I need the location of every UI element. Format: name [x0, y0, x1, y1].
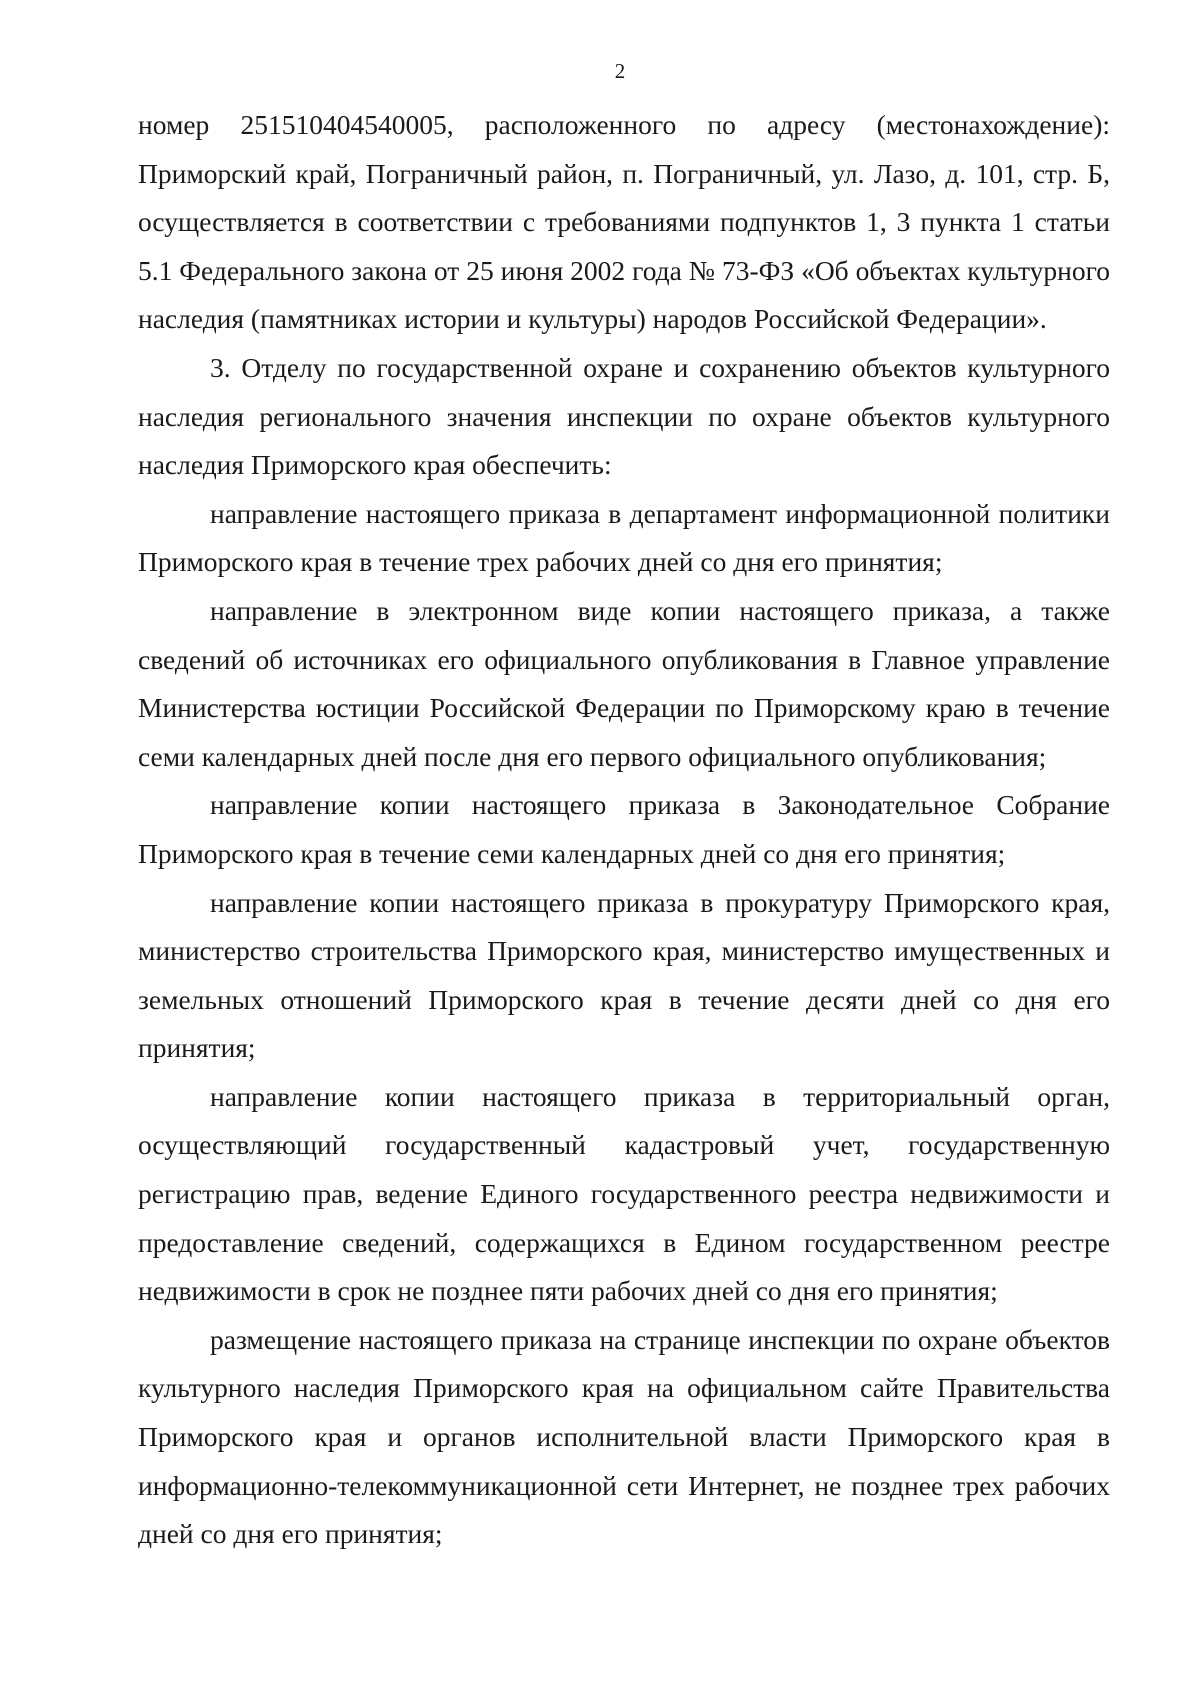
- paragraph-continuation-address: номер 251510404540005, расположенного по адресу (местонахождение): Приморский край, Пограничный район, п. Пограничный, ул. Лазо, д. 101, стр. Б, осуществляется в соответствии с требованиями подпунктов 1, 3 пункта 1 статьи 5.1 Федерального закона от 25 июня 2002 года № 73-ФЗ «Об объектах культурного наследия (памятниках истории и культуры) народов Российской Федерации».: [138, 109, 1110, 335]
- paragraph-item-3: 3. Отделу по государственной охране и сохранению объектов культурного наследия регионального значения инспекции по охране объектов культурного наследия Приморского края обеспечить:: [138, 351, 1110, 481]
- paragraph-cadastral-registration: направление копии настоящего приказа в территориальный орган, осуществляющий государственный кадастровый учет, государственную регистрацию прав, ведение Единого государственного реестра недвижимости и предоставление сведений, содержащихся в Едином государственном реестре недвижимости в срок не позднее пяти рабочих дней со дня его принятия;: [138, 1080, 1110, 1307]
- document-body: [138, 101, 1110, 1559]
- paragraph-ministry-of-justice: направление в электронном виде копии настоящего приказа, а также сведений об источниках его официального опубликования в Главное управление Министерства юстиции Российской Федерации по Приморскому краю в течение семи календарных дней после дня его первого официального опубликования;: [138, 594, 1110, 772]
- paragraph-information-policy: направление настоящего приказа в департамент информационной политики Приморского края в течение трех рабочих дней со дня его принятия;: [138, 497, 1110, 578]
- paragraph-website-publication: размещение настоящего приказа на странице инспекции по охране объектов культурного наследия Приморского края на официальном сайте Правительства Приморского края и органов исполнительной власти Приморского края в информационно-телекоммуникационной сети Интернет, не позднее трех рабочих дней со дня его принятия;: [138, 1323, 1110, 1550]
- paragraph-legislative-assembly: направление копии настоящего приказа в Законодательное Собрание Приморского края в течение семи календарных дней со дня его принятия;: [138, 789, 1110, 869]
- page-number: 2: [614, 59, 626, 83]
- paragraph-prosecutor-ministries: направление копии настоящего приказа в прокуратуру Приморского края, министерство строительства Приморского края, министерство имущественных и земельных отношений Приморского края в течение десяти дней со дня его принятия;: [138, 886, 1110, 1064]
